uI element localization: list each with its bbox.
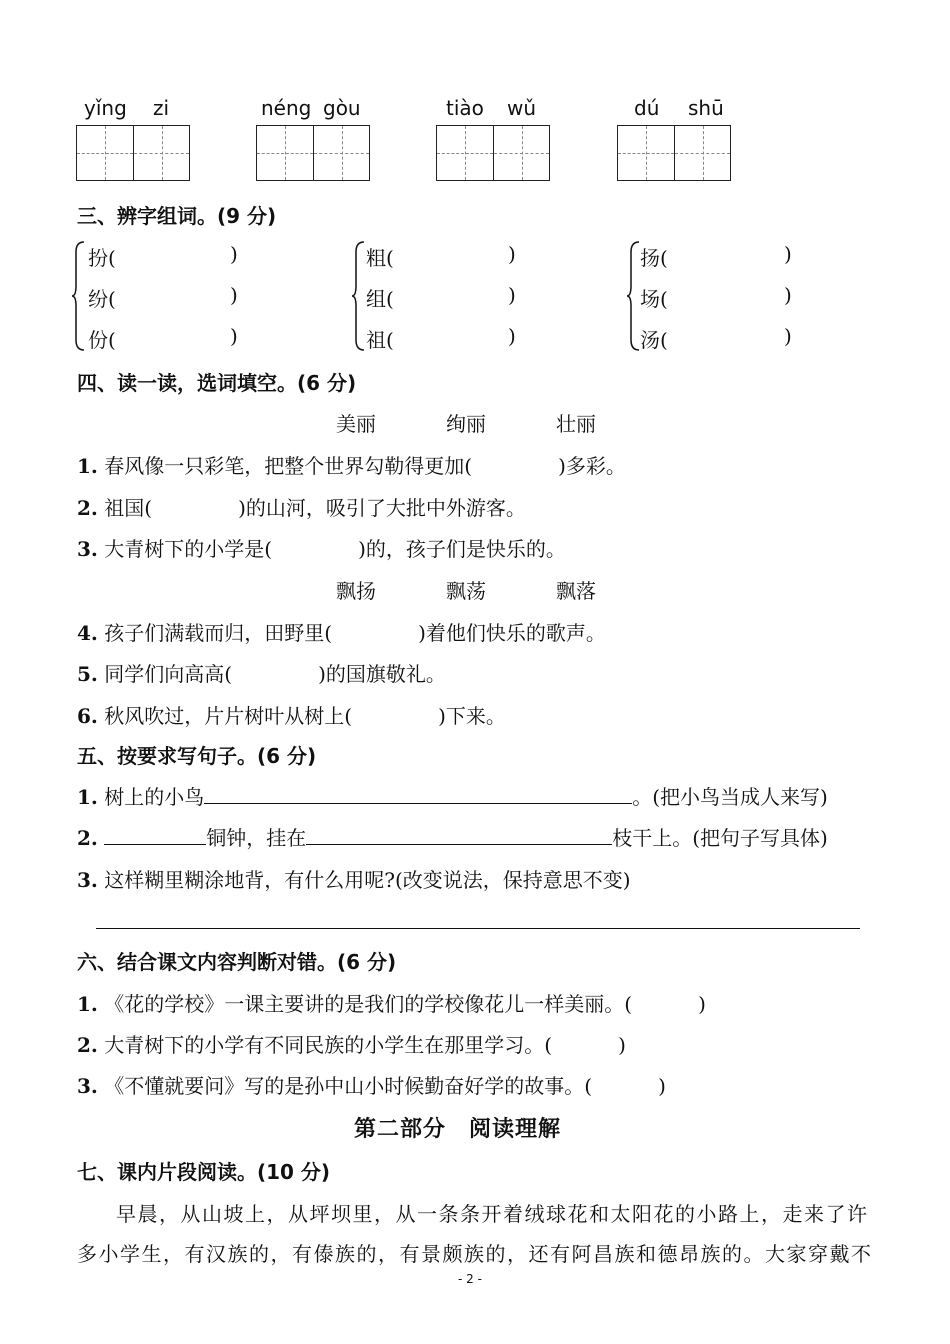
fill-blank-item: 1. 春风像一只彩笔，把整个世界勾勒得更加( )多彩。	[77, 454, 626, 478]
brace-icon	[352, 240, 366, 352]
writing-grid[interactable]	[617, 125, 731, 181]
char-word-item: 份(	[88, 328, 116, 352]
section-3-heading: 三、辨字组词。(9 分)	[77, 204, 277, 228]
part-2-title: 第二部分 阅读理解	[354, 1117, 562, 1142]
word-option: 飘扬	[336, 579, 376, 603]
close-paren: )	[230, 324, 238, 348]
pinyin-text: dú	[634, 96, 660, 120]
brace-icon	[627, 240, 641, 352]
fill-blank-item: 4. 孩子们满载而归，田野里( )着他们快乐的歌声。	[77, 621, 606, 645]
char-word-item: 汤(	[640, 328, 668, 352]
char-word-item: 粗(	[366, 246, 394, 270]
close-paren: )	[784, 283, 792, 307]
pinyin-text: néng	[261, 96, 312, 120]
close-paren: )	[508, 324, 516, 348]
passage-line: 多小学生，有汉族的，有傣族的，有景颇族的，还有阿昌族和德昂族的。大家穿戴不	[77, 1242, 873, 1266]
brace-icon	[72, 240, 86, 352]
pinyin-text: gòu	[323, 96, 361, 120]
rewrite-item: 3. 这样糊里糊涂地背，有什么用呢?(改变说法，保持意思不变)	[77, 868, 631, 892]
writing-grid[interactable]	[76, 125, 190, 181]
word-option: 壮丽	[556, 412, 596, 436]
close-paren: )	[784, 324, 792, 348]
char-word-item: 组(	[366, 287, 394, 311]
page-number: - 2 -	[458, 1272, 482, 1286]
char-word-item: 祖(	[366, 328, 394, 352]
fill-blank-item: 2. 祖国( )的山河，吸引了大批中外游客。	[77, 496, 526, 520]
answer-line[interactable]	[104, 824, 206, 845]
fill-blank-item: 3. 大青树下的小学是( )的，孩子们是快乐的。	[77, 537, 566, 561]
char-word-item: 纷(	[88, 287, 116, 311]
passage-line: 早晨，从山坡上，从坪坝里，从一条条开着绒球花和太阳花的小路上，走来了许	[116, 1202, 869, 1226]
word-option: 飘荡	[446, 579, 486, 603]
close-paren: )	[508, 242, 516, 266]
word-option: 飘落	[556, 579, 596, 603]
writing-grid[interactable]	[436, 125, 550, 181]
section-7-heading: 七、课内片段阅读。(10 分)	[77, 1160, 331, 1184]
answer-line[interactable]	[204, 783, 632, 804]
section-6-heading: 六、结合课文内容判断对错。(6 分)	[77, 950, 397, 974]
judge-item: 3. 《不懂就要问》写的是孙中山小时候勤奋好学的故事。( )	[77, 1074, 666, 1098]
close-paren: )	[230, 283, 238, 307]
section-5-heading: 五、按要求写句子。(6 分)	[77, 744, 317, 768]
section-4-heading: 四、读一读，选词填空。(6 分)	[77, 371, 357, 395]
rewrite-item: 1. 树上的小鸟 。(把小鸟当成人来写)	[77, 785, 828, 809]
judge-item: 2. 大青树下的小学有不同民族的小学生在那里学习。( )	[77, 1033, 626, 1057]
pinyin-text: yǐng	[84, 96, 127, 120]
fill-blank-item: 5. 同学们向高高( )的国旗敬礼。	[77, 662, 446, 686]
close-paren: )	[508, 283, 516, 307]
pinyin-text: wǔ	[507, 96, 537, 120]
pinyin-text: shū	[688, 96, 724, 120]
word-option: 绚丽	[446, 412, 486, 436]
judge-item: 1. 《花的学校》一课主要讲的是我们的学校像花儿一样美丽。( )	[77, 992, 706, 1016]
answer-line[interactable]	[96, 928, 860, 929]
writing-grid[interactable]	[256, 125, 370, 181]
rewrite-item: 2. 铜钟，挂在 枝干上。(把句子写具体)	[77, 826, 828, 850]
word-option: 美丽	[336, 412, 376, 436]
close-paren: )	[230, 242, 238, 266]
pinyin-text: tiào	[446, 96, 484, 120]
answer-line[interactable]	[306, 824, 612, 845]
fill-blank-item: 6. 秋风吹过，片片树叶从树上( )下来。	[77, 704, 506, 728]
char-word-item: 场(	[640, 287, 668, 311]
char-word-item: 扬(	[640, 246, 668, 270]
char-word-item: 扮(	[88, 246, 116, 270]
close-paren: )	[784, 242, 792, 266]
pinyin-text: zi	[153, 96, 170, 120]
